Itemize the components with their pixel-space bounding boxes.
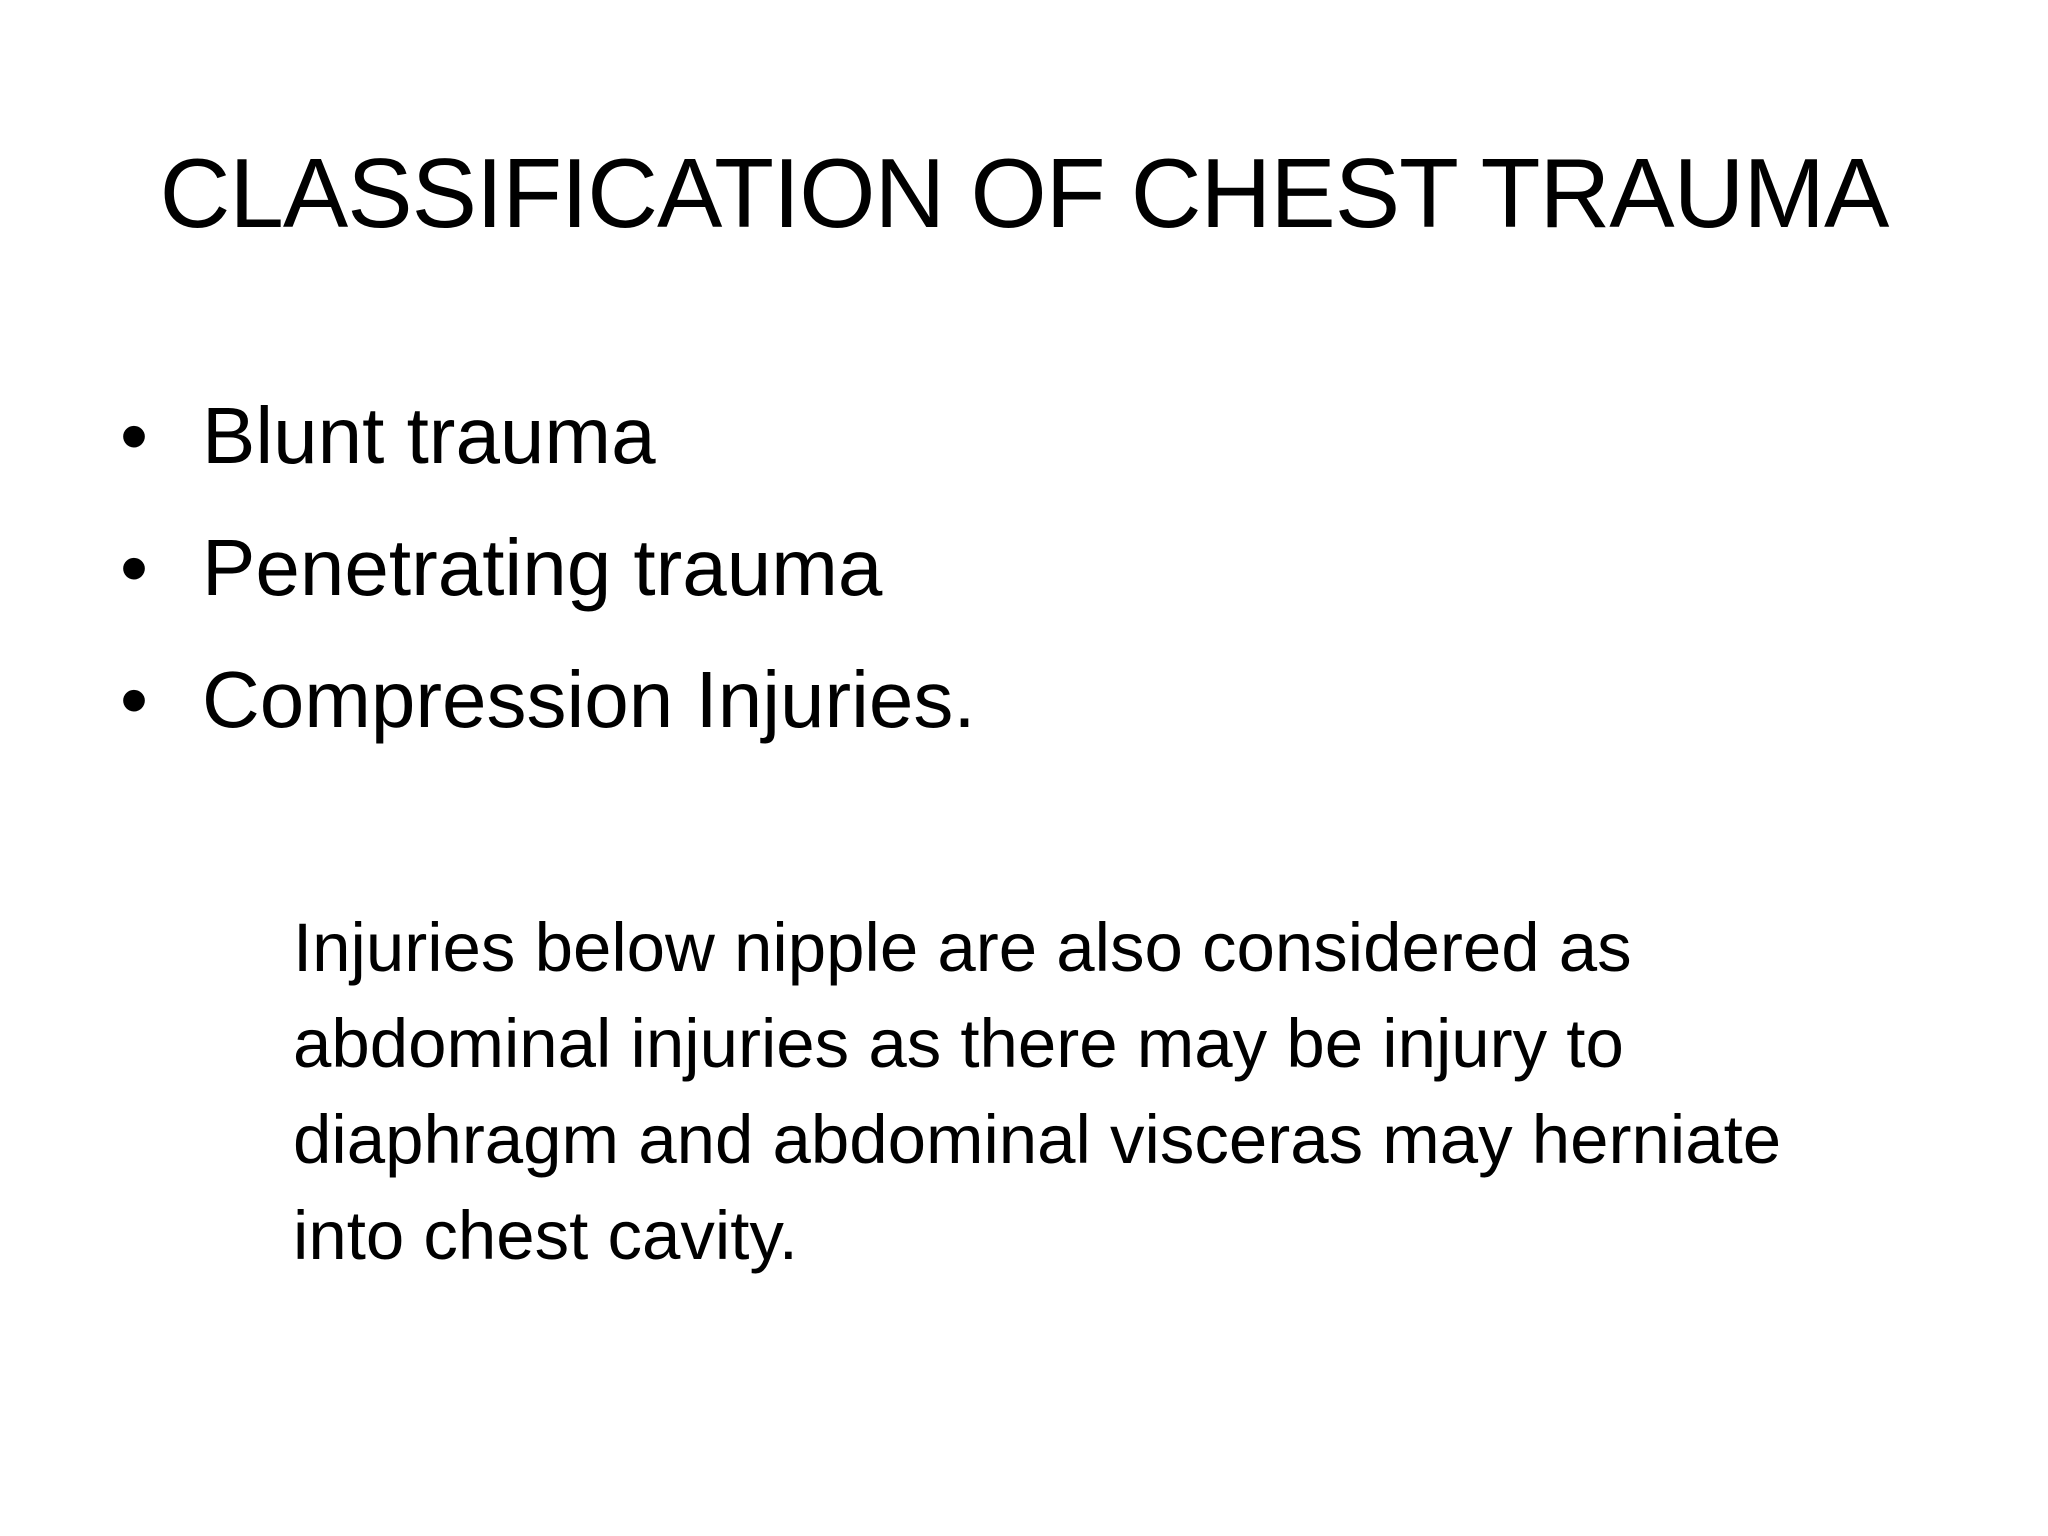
note-line: diaphragm and abdominal visceras may herniate bbox=[293, 1101, 1782, 1178]
bullet-text: Blunt trauma bbox=[202, 391, 656, 480]
note-line: Injuries below nipple are also considered as bbox=[293, 909, 1632, 986]
note-line: into chest cavity. bbox=[293, 1197, 798, 1274]
slide-title: CLASSIFICATION OF CHEST TRAUMA bbox=[159, 138, 1889, 248]
bullet-dot-icon: • bbox=[120, 391, 149, 480]
note-paragraph bbox=[293, 900, 1993, 1284]
note-line: abdominal injuries as there may be injury to bbox=[293, 1005, 1624, 1082]
bullet-dot-icon: • bbox=[120, 523, 149, 612]
bullet-dot-icon: • bbox=[120, 655, 149, 744]
bullet-text: Compression Injuries. bbox=[202, 655, 976, 744]
bullet-text: Penetrating trauma bbox=[202, 523, 883, 612]
